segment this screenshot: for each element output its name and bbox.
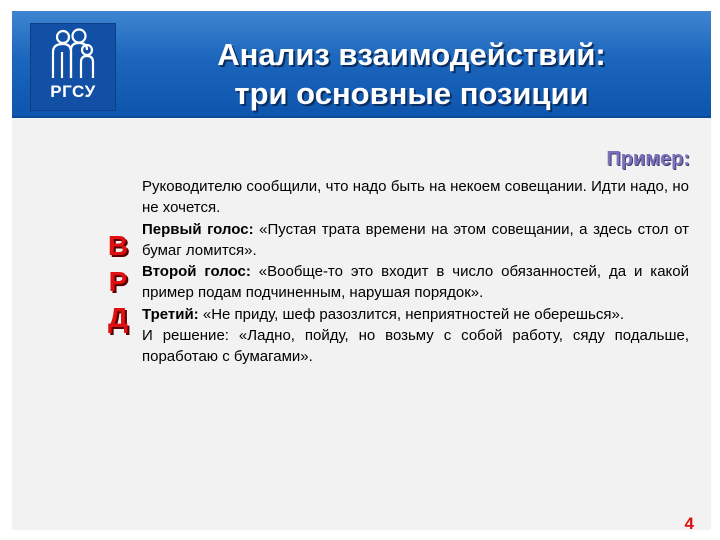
second-voice-paragraph <box>142 261 689 304</box>
intro-paragraph: Руководителю сообщили, что надо быть на некоем совещании. Идти надо, но не хочется. <box>142 178 689 217</box>
side-letter-v: В <box>107 230 129 261</box>
logo-text: РГСУ <box>50 82 96 101</box>
third-voice-paragraph <box>142 304 689 325</box>
first-voice-label: Первый голос: <box>142 220 254 238</box>
first-voice-text: «Пустая трата времени на этом совещании, а здесь стол от бумаг ломится». <box>142 220 689 259</box>
example-text <box>142 176 689 368</box>
example-label: Пример: <box>606 148 690 170</box>
page-number: 4 <box>684 514 694 533</box>
second-voice-label: Второй голос: <box>142 263 251 281</box>
page-title <box>122 35 701 113</box>
title-line-2: три основные позиции <box>234 76 589 111</box>
header-banner <box>12 11 711 118</box>
second-voice-text: «Вообще-то это входит в число обязанностей, да и какой пример подам подчиненным, нарушая порядок». <box>142 263 689 302</box>
decision-paragraph: И решение: «Ладно, пойду, но возьму с собой работу, сяду подальше, поработаю с бумагами». <box>142 327 689 366</box>
side-letters <box>98 228 138 336</box>
side-letter-r: Р <box>108 266 128 297</box>
first-voice-paragraph <box>142 219 689 262</box>
third-voice-label: Третий: <box>142 305 199 323</box>
third-voice-text: «Не приду, шеф разозлится, неприятностей не оберешься». <box>198 305 624 323</box>
side-letter-d: Д <box>108 302 128 333</box>
people-emblem-icon <box>45 28 101 80</box>
title-line-1: Анализ взаимодействий: <box>217 37 606 72</box>
rgsu-logo <box>30 23 116 111</box>
